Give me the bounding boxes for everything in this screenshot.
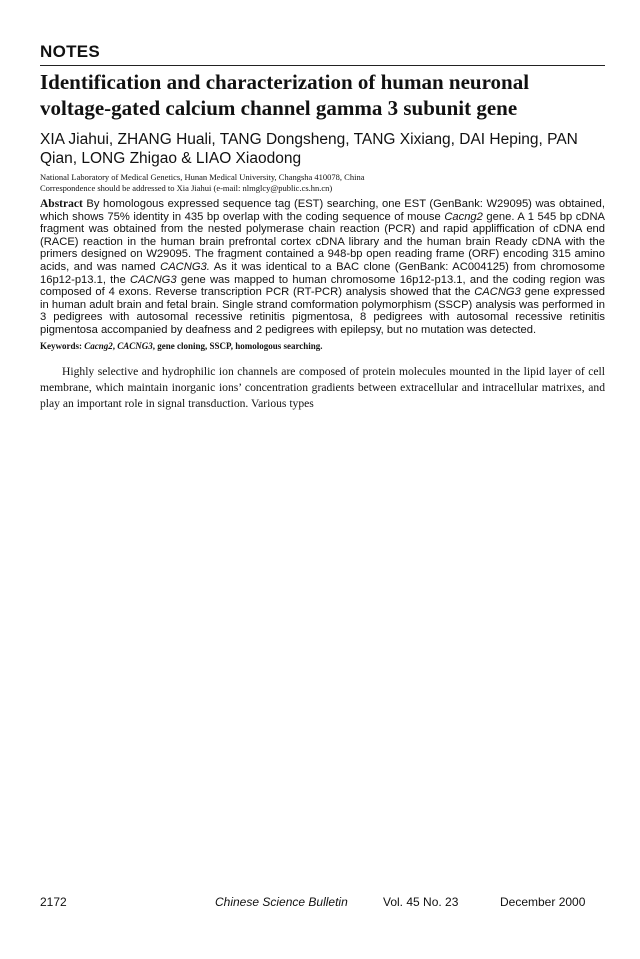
article <box>40 42 605 412</box>
gene-name: Cacng2 <box>444 210 483 223</box>
keyword-gene: Cacng2 <box>84 340 113 351</box>
keywords-label: Keywords: <box>40 340 85 351</box>
abstract-text: gene was mapped to human chromosome 16p12-p13.1, and the coding region was composed of 4 exons. Reverse transcription PCR (RT-PCR) analysis showed that the <box>40 273 606 299</box>
issue-date: December 2000 <box>500 895 586 909</box>
abstract-text: As it was identical to a BAC clone (GenBank: AC004125) from chromosome 16p12-p13.1, the <box>40 260 605 286</box>
page-footer <box>40 895 600 911</box>
affiliation: National Laboratory of Medical Genetics, Hunan Medical University, Changsha 410078, China <box>40 172 365 182</box>
article-title: Identification and characterization of human neuronal voltage-gated calcium channel gamma 3 subunit gene <box>40 70 530 120</box>
abstract-label: Abstract <box>40 198 83 210</box>
correspondence: Correspondence should be addressed to Xia Jiahui (e-mail: nlmglcy@public.cs.hn.cn) <box>40 183 333 193</box>
gene-name: CACNG3 <box>129 273 177 286</box>
abstract <box>40 198 605 337</box>
keyword-gene: CACNG3 <box>117 340 153 351</box>
body-paragraph: Highly selective and hydrophilic ion channels are composed of protein molecules mounted in the lipid layer of cell membrane, which maintain inorganic ions’ concentration gradients between extracellular and intracellular matrixes, and play an important role in signal transduction. Various types <box>40 364 605 410</box>
keywords <box>40 340 605 352</box>
journal-name: Chinese Science Bulletin <box>215 895 348 909</box>
keyword-separator: , <box>112 340 118 351</box>
gene-name: CACNG3. <box>160 260 210 273</box>
author-list: XIA Jiahui, ZHANG Huali, TANG Dongsheng, TANG Xixiang, DAI Heping, PAN Qian, LONG Zhigao & LIAO Xiaodong <box>40 131 578 167</box>
keyword-list: , gene cloning, SSCP, homologous searching. <box>152 340 323 351</box>
abstract-text: By homologous expressed sequence tag (EST) searching, one EST (GenBank: W29095) was obtained, which shows 75% identity in 435 bp overlap with the coding sequence of mouse <box>40 198 605 223</box>
abstract-text: gene. A 1 545 bp cDNA fragment was obtained from the nested polymerase chain reaction (PCR) and rapid appliffication of cDNA end (RACE) reaction in the human brain prefrontal cortex cDNA library and the human brain Ready cDNA with the primers designed on W29095. The fragment contained a 948-bp open reading frame (ORF) encoding 315 amino acids, and was named <box>40 210 605 273</box>
gene-name: CACNG3 <box>474 286 521 299</box>
abstract-text: gene expressed in human adult brain and fetal brain. Single strand comformation polymorphism (SSCP) analysis was performed in 3 pedigrees with autosomal recessive retinitis pigmentosa, 8 pedigrees with autosomal recessive retinitis pigmentosa accompanied by deafness and 2 pedigrees with epilepsy, but no mutation was detected. <box>40 286 605 336</box>
page-number: 2172 <box>40 895 67 909</box>
header-rule <box>40 65 605 66</box>
volume-issue: Vol. 45 No. 23 <box>383 895 459 909</box>
section-label: NOTES <box>40 42 101 61</box>
